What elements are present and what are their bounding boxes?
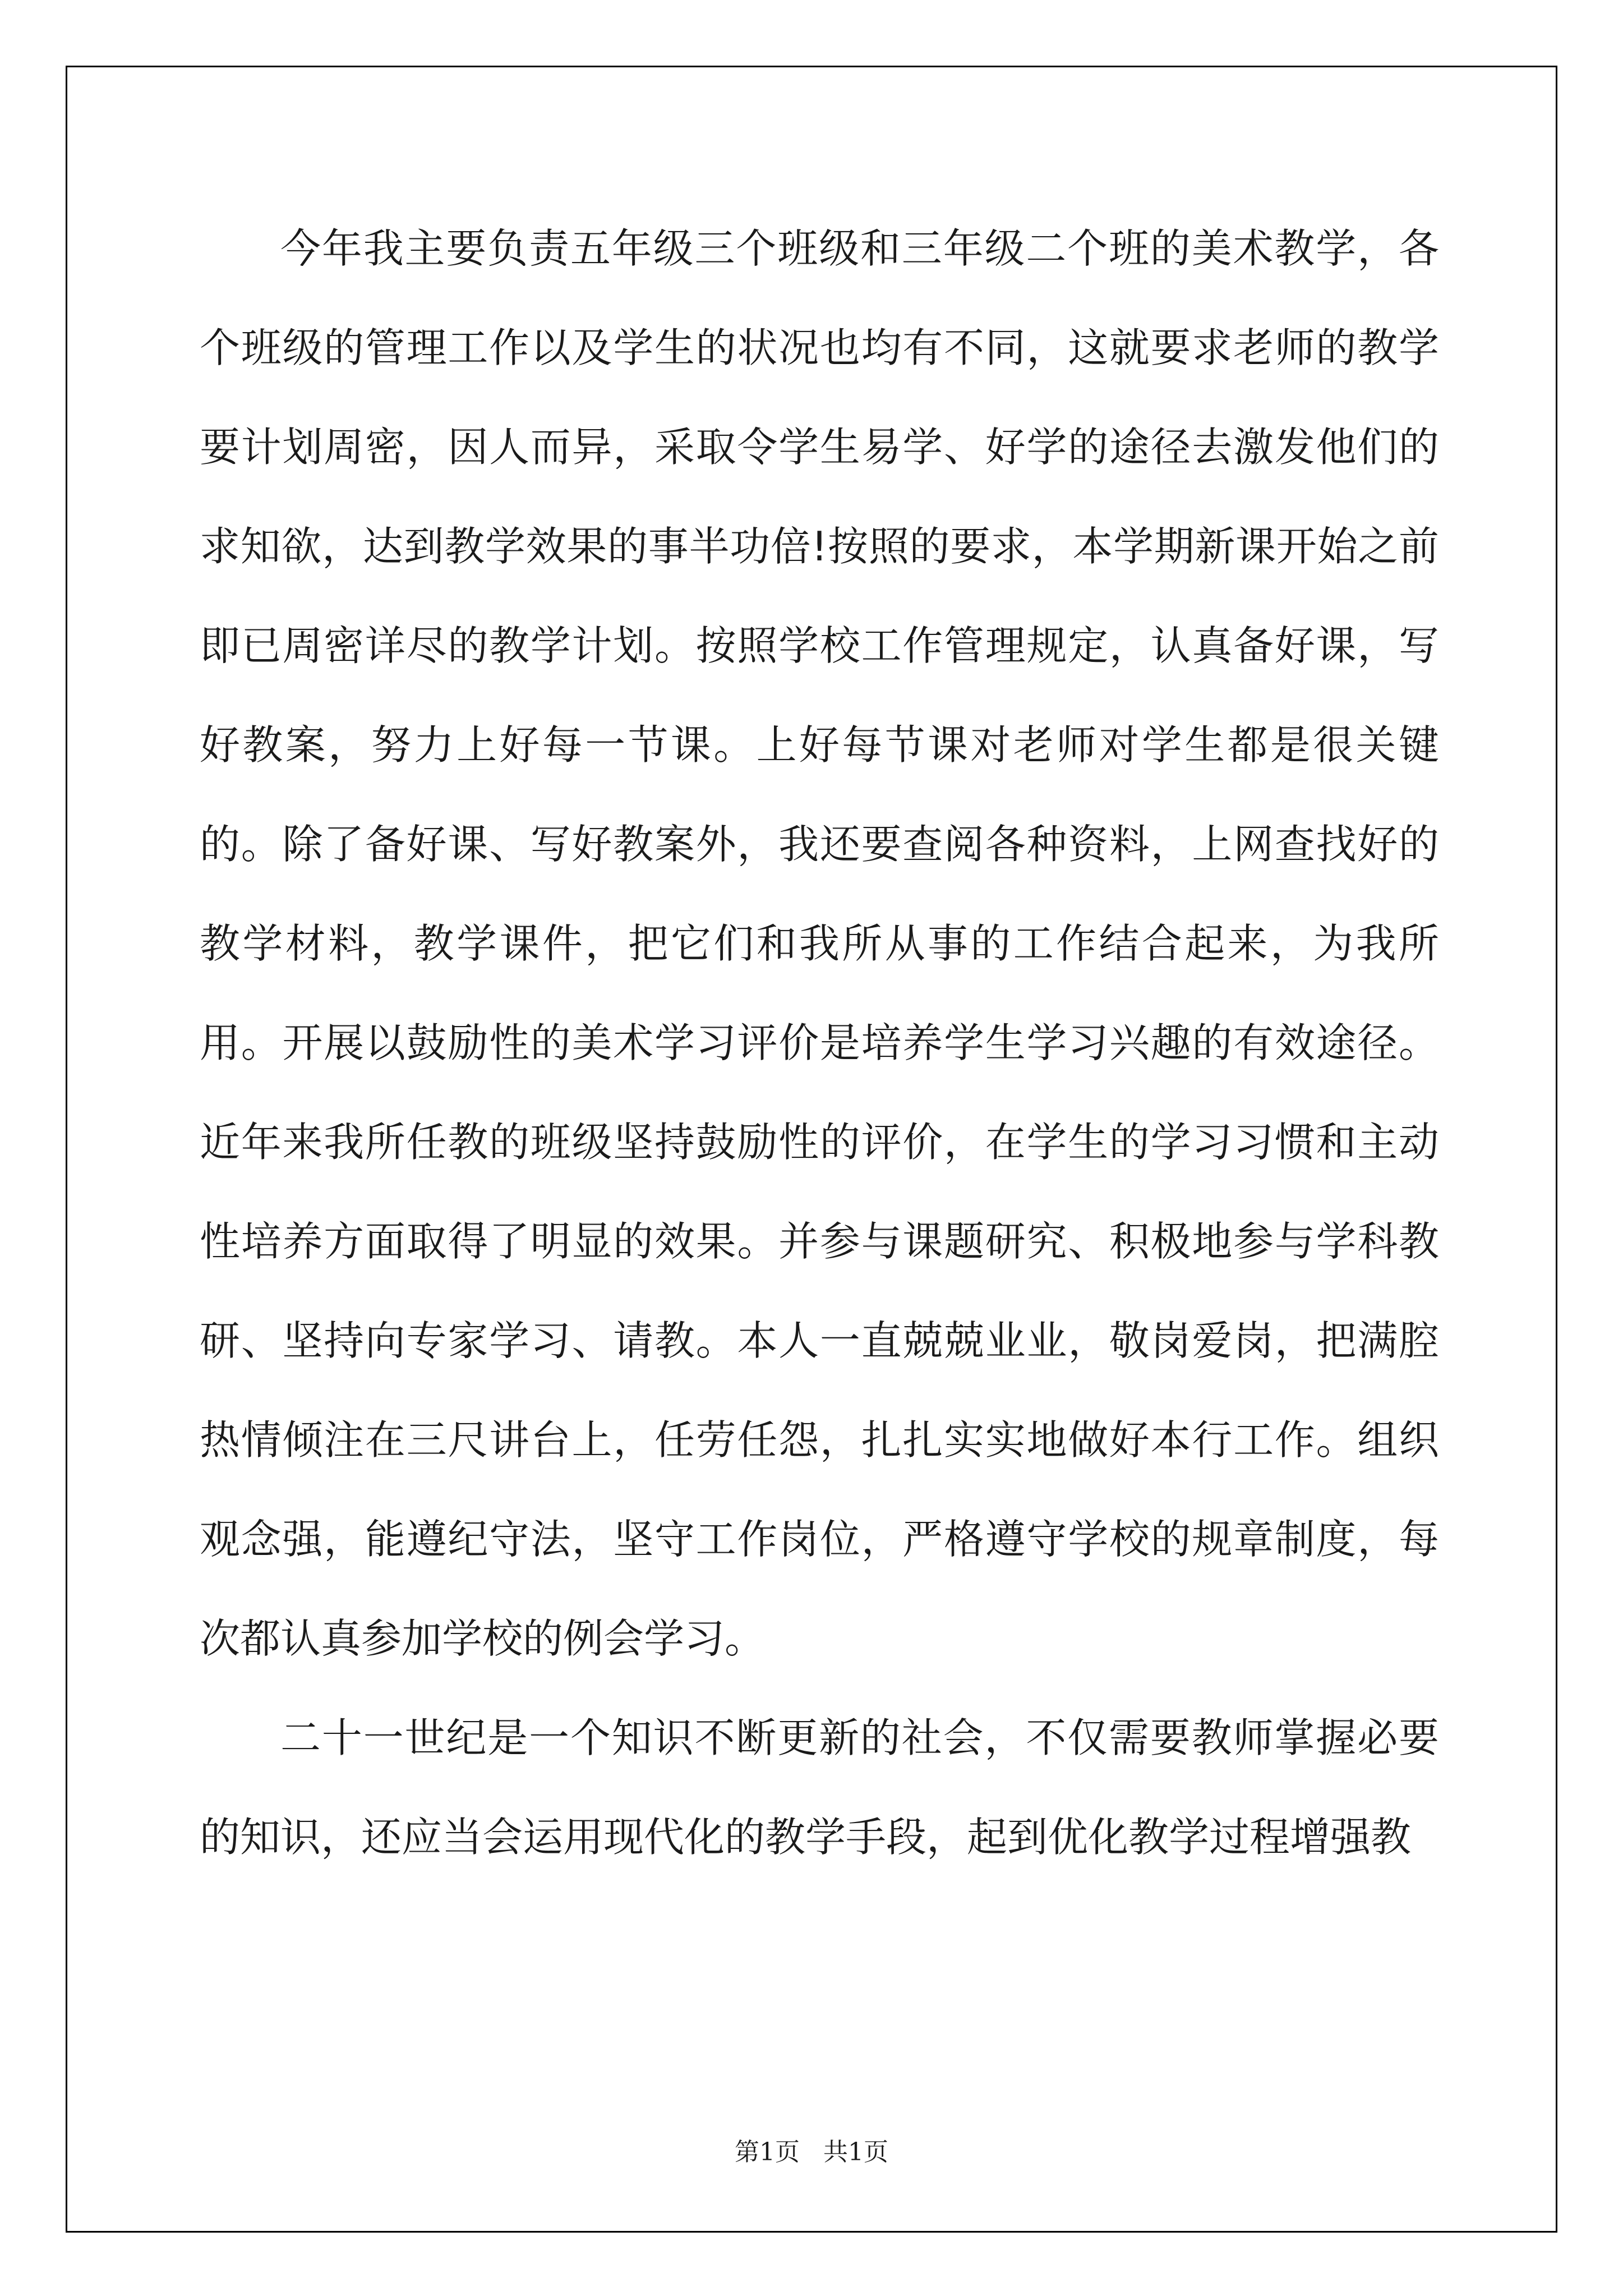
- paragraph-2: 二十一世纪是一个知识不断更新的社会，不仅需要教师掌握必要的知识，还应当会运用现代化的教学手段，起到优化教学过程增强教: [200, 1714, 1439, 1861]
- paragraph-1: 今年我主要负责五年级三个班级和三年级二个班的美术教学，各个班级的管理工作以及学生的状况也均有不同，这就要求老师的教学要计划周密，因人而异，采取令学生易学、好学的途径去激发他们的求知欲，达到教学效果的事半功倍!按照的要求，本学期新课开始之前即已周密详尽的教学计划。按照学校工作管理规定，认真备好课，写好教案，努力上好每一节课。上好每节课对老师对学生都是很关键的。除了备好课、写好教案外，我还要查阅各种资料，上网查找好的教学材料，教学课件，把它们和我所从事的工作结合起来，为我所用。开展以鼓励性的美术学习评价是培养学生学习兴趣的有效途径。近年来我所任教的班级坚持鼓励性的评价，在学生的学习习惯和主动性培养方面取得了明显的效果。并参与课题研究、积极地参与学科教研、坚持向专家学习、请教。本人一直兢兢业业，敬岗爱岗，把满腔热情倾注在三尺讲台上，任劳任怨，扎扎实实地做好本行工作。组织观念强，能遵纪守法，坚守工作岗位，严格遵守学校的规章制度，每次都认真参加学校的例会学习。: [200, 225, 1439, 1662]
- page-number-footer: 第1页 共1页: [735, 2138, 888, 2166]
- document-body: [200, 199, 1439, 1887]
